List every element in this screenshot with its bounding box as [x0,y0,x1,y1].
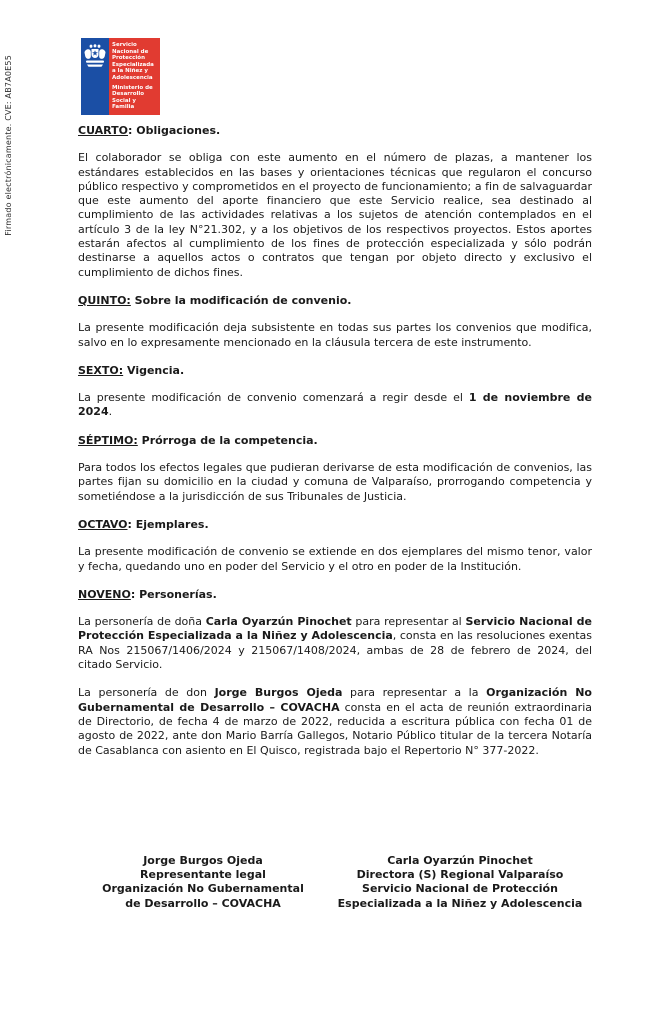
heading-title: Sobre la modificación de convenio. [130,293,352,307]
heading-title: : Obligaciones. [128,124,221,137]
section-quinto-paragraph [78,321,592,350]
bold-text-run: Organización No Gubernamental de Desarrollo – COVACHA [78,686,592,714]
signer-name: Carla Oyarzún Pinochet [387,853,533,867]
text-run: , consta en las resoluciones exentas RA Nos 215067/1406/2024 y 215067/1408/2024, ambas de 28 de febrero de 2024, del citado Servicio. [78,629,592,672]
heading-keyword: CUARTO [78,124,129,137]
section-cuarto-paragraph [78,151,592,280]
section-octavo-paragraph [78,545,592,574]
text-run: para representar al [351,615,466,629]
heading-title: Prórroga de la competencia. [137,433,318,447]
logo-service-name: Servicio Nacional de Protección Especializada a la Niñez y Adolescencia [112,42,154,81]
section-cuarto-heading [78,124,592,138]
section-sexto-paragraph [78,391,592,420]
section-septimo-paragraph [78,461,592,504]
chile-coat-of-arms-icon [83,44,107,74]
signature-right [328,854,592,911]
signer-org-line-2: de Desarrollo – COVACHA [125,896,281,910]
text-run: La personería de doña [78,615,206,629]
section-noveno-paragraph-2 [78,686,592,757]
document-body [78,124,592,911]
heading-keyword: QUINTO: [78,293,131,307]
heading-title: : Personerías. [130,587,217,601]
heading-keyword: SEXTO: [78,363,124,377]
bold-text-run: 1 de noviembre de 2024 [78,391,593,419]
signer-org-line-1: Servicio Nacional de Protección [362,882,558,896]
text-run: La presente modificación de convenio se extiende en dos ejemplares del mismo tenor, valor y fecha, quedando uno en poder del Servicio y el otro en poder de la Institución. [78,545,592,573]
section-cuarto [78,124,592,280]
section-noveno-paragraph-1 [78,615,592,672]
section-sexto-heading [78,364,592,378]
text-run: Para todos los efectos legales que pudieran derivarse de esta modificación de convenios, las partes fijan su domicilio en la ciudad y comuna de Valparaíso, prorrogando competencia y sometiéndose a la jurisdicción de sus Tribunales de Justicia. [78,461,592,503]
bold-text-run: Servicio Nacional de Protección Especializada a la Niñez y Adolescencia [78,615,593,643]
text-run: La presente modificación de convenio comenzará a regir desde el [78,391,469,405]
institution-logo [81,38,160,115]
section-octavo-heading [78,518,592,532]
section-quinto [78,294,592,350]
section-noveno [78,588,592,758]
heading-keyword: NOVENO [78,587,131,601]
text-run: La presente modificación deja subsistente en todas sus partes los convenios que modifica, salvo en lo expresamente mencionado en la cláusula tercera de este instrumento. [78,321,592,349]
logo-ministry-name: Ministerio de Desarrollo Social y Familia [112,84,153,111]
section-octavo [78,518,592,574]
section-noveno-heading [78,588,592,602]
heading-keyword: SÉPTIMO: [78,433,138,447]
text-run: consta en el acta de reunión extraordinaria de Directorio, de fecha 4 de marzo de 2022, reducida a escritura pública con fecha 01 de agosto de 2022, ante don Mario Barría Gallegos, Notario Público titular de la tercera Notaría de Casablanca con asiento en El Quisco, registrada bajo el Repertorio N° 377-2022. [78,700,592,757]
signature-left [78,854,328,911]
bold-text-run: Jorge Burgos Ojeda [214,686,343,700]
logo-blue-panel [81,38,109,115]
electronic-signature-cve-text: Firmado electrónicamente. CVE: AB7A0E55 [4,55,13,236]
signer-org-line-2: Especializada a la Niñez y Adolescencia [337,896,583,910]
text-run: La personería de don [78,686,215,700]
signer-role: Representante legal [140,868,266,882]
section-sexto [78,364,592,420]
heading-title: Vigencia. [123,363,185,377]
section-septimo [78,434,592,504]
text-run: . [108,405,113,419]
signer-org-line-1: Organización No Gubernamental [102,882,304,896]
section-septimo-heading [78,434,592,448]
section-quinto-heading [78,294,592,308]
heading-keyword: OCTAVO [78,517,128,531]
signature-block [78,854,592,911]
signer-role: Directora (S) Regional Valparaíso [356,868,564,882]
text-run: para representar a la [342,686,487,700]
bold-text-run: Carla Oyarzún Pinochet [205,615,352,629]
signer-name: Jorge Burgos Ojeda [143,853,263,867]
text-run: El colaborador se obliga con este aumento en el número de plazas, a mantener los estándares establecidos en las bases y orientaciones técnicas que regularon el concurso público respectivo y comprometidos en el proyecto de funcionamiento; a fin de salvaguardar que este aumento del aporte financiero que este Servicio realice, sea destinado al cumplimiento de las actividades relativas a los sujetos de atención contemplados en el artículo 3 de la ley N°21.302, y a los objetivos de los respectivos proyectos. Estos aportes estarán afectos al cumplimiento de los fines de protección especializada y sólo podrán destinarse a aquellos actos o contratos que tengan por objeto directo y exclusivo el cumplimiento de dichos fines. [78,151,592,279]
logo-red-panel [109,38,160,115]
heading-title: : Ejemplares. [127,517,209,531]
